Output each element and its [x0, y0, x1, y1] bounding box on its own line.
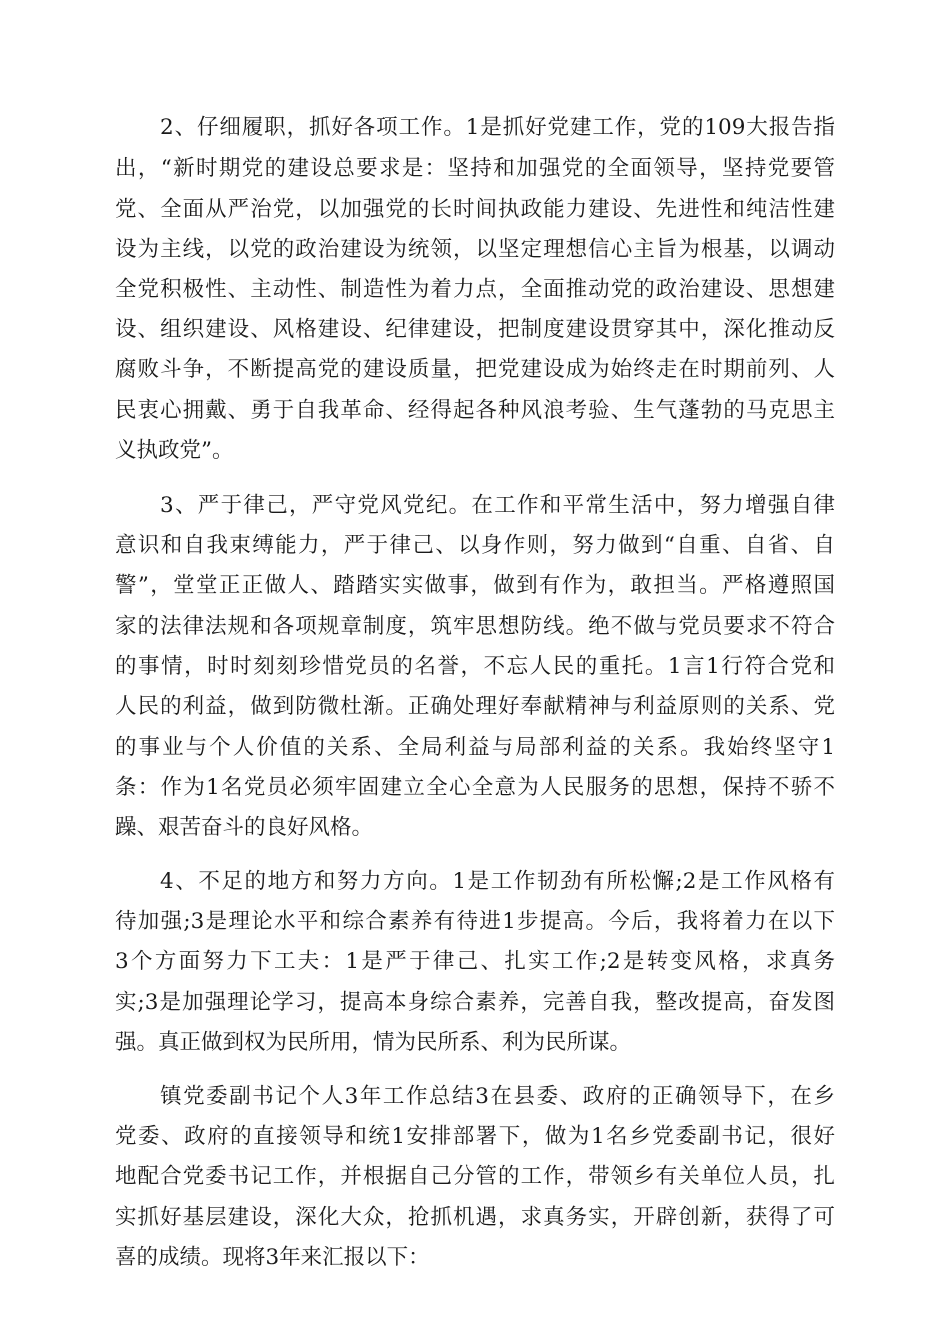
paragraph-line: 全党积极性、主动性、制造性为着力点，全面推动党的政治建设、思想建: [115, 277, 835, 302]
paragraph-line: 待加强;3是理论水平和综合素养有待进1步提高。今后，我将着力在以下: [115, 909, 835, 934]
paragraph-line: 3、严于律己，严守党风党纪。在工作和平常生活中，努力增强自律: [160, 493, 835, 518]
paragraph-line: 意识和自我束缚能力，严于律己、以身作则，努力做到“自重、自省、自: [115, 533, 835, 558]
paragraph-line: 条：作为1名党员必须牢固建立全心全意为人民服务的思想，保持不骄不: [115, 775, 835, 800]
paragraph-line: 出，“新时期党的建设总要求是：坚持和加强党的全面领导，坚持党要管: [115, 156, 835, 181]
paragraph-line: 的事情，时时刻刻珍惜党员的名誉，不忘人民的重托。1言1行符合党和: [115, 654, 835, 679]
paragraph-line: 警”，堂堂正正做人、踏踏实实做事，做到有作为，敢担当。严格遵照国: [115, 573, 835, 598]
paragraph-line: 设、组织建设、风格建设、纪律建设，把制度建设贯穿其中，深化推动反: [115, 317, 835, 342]
paragraph-line: 民衷心拥戴、勇于自我革命、经得起各种风浪考验、生气蓬勃的马克思主: [115, 398, 835, 423]
paragraph-line: 2、仔细履职，抓好各项工作。1是抓好党建工作，党的109大报告指: [160, 115, 835, 140]
paragraph-line: 家的法律法规和各项规章制度，筑牢思想防线。绝不做与党员要求不符合: [115, 614, 835, 639]
paragraph-line: 腐败斗争，不断提高党的建设质量，把党建设成为始终走在时期前列、人: [115, 357, 835, 382]
paragraph-line: 实;3是加强理论学习，提高本身综合素养，完善自我，整改提高，奋发图: [115, 990, 835, 1015]
paragraph-line: 实抓好基层建设，深化大众，抢抓机遇，求真务实，开辟创新，获得了可: [115, 1205, 835, 1230]
paragraph-line: 地配合党委书记工作，并根据自己分管的工作，带领乡有关单位人员，扎: [115, 1164, 835, 1189]
paragraph-line: 喜的成绩。现将3年来汇报以下：: [115, 1245, 430, 1270]
paragraph-line: 3个方面努力下工夫：1是严于律己、扎实工作;2是转变风格，求真务: [115, 949, 835, 974]
paragraph-line: 躁、艰苦奋斗的良好风格。: [115, 815, 374, 840]
paragraph-line: 4、不足的地方和努力方向。1是工作韧劲有所松懈;2是工作风格有: [160, 869, 835, 894]
paragraph-line: 人民的利益，做到防微杜渐。正确处理好奉献精神与利益原则的关系、党: [115, 694, 835, 719]
paragraph-line: 党、全面从严治党，以加强党的长时间执政能力建设、先进性和纯洁性建: [115, 197, 835, 222]
paragraph-line: 强。真正做到权为民所用，情为民所系、利为民所谋。: [115, 1030, 632, 1055]
paragraph-line: 党委、政府的直接领导和统1安排部署下，做为1名乡党委副书记，很好: [115, 1124, 835, 1149]
paragraph-line: 的事业与个人价值的关系、全局利益与局部利益的关系。我始终坚守1: [115, 735, 835, 760]
paragraph-line: 义执政党”。: [115, 438, 234, 463]
paragraph-line: 设为主线，以党的政治建设为统领，以坚定理想信心主旨为根基，以调动: [115, 237, 835, 262]
paragraph-line: 镇党委副书记个人3年工作总结3在县委、政府的正确领导下，在乡: [160, 1084, 835, 1109]
